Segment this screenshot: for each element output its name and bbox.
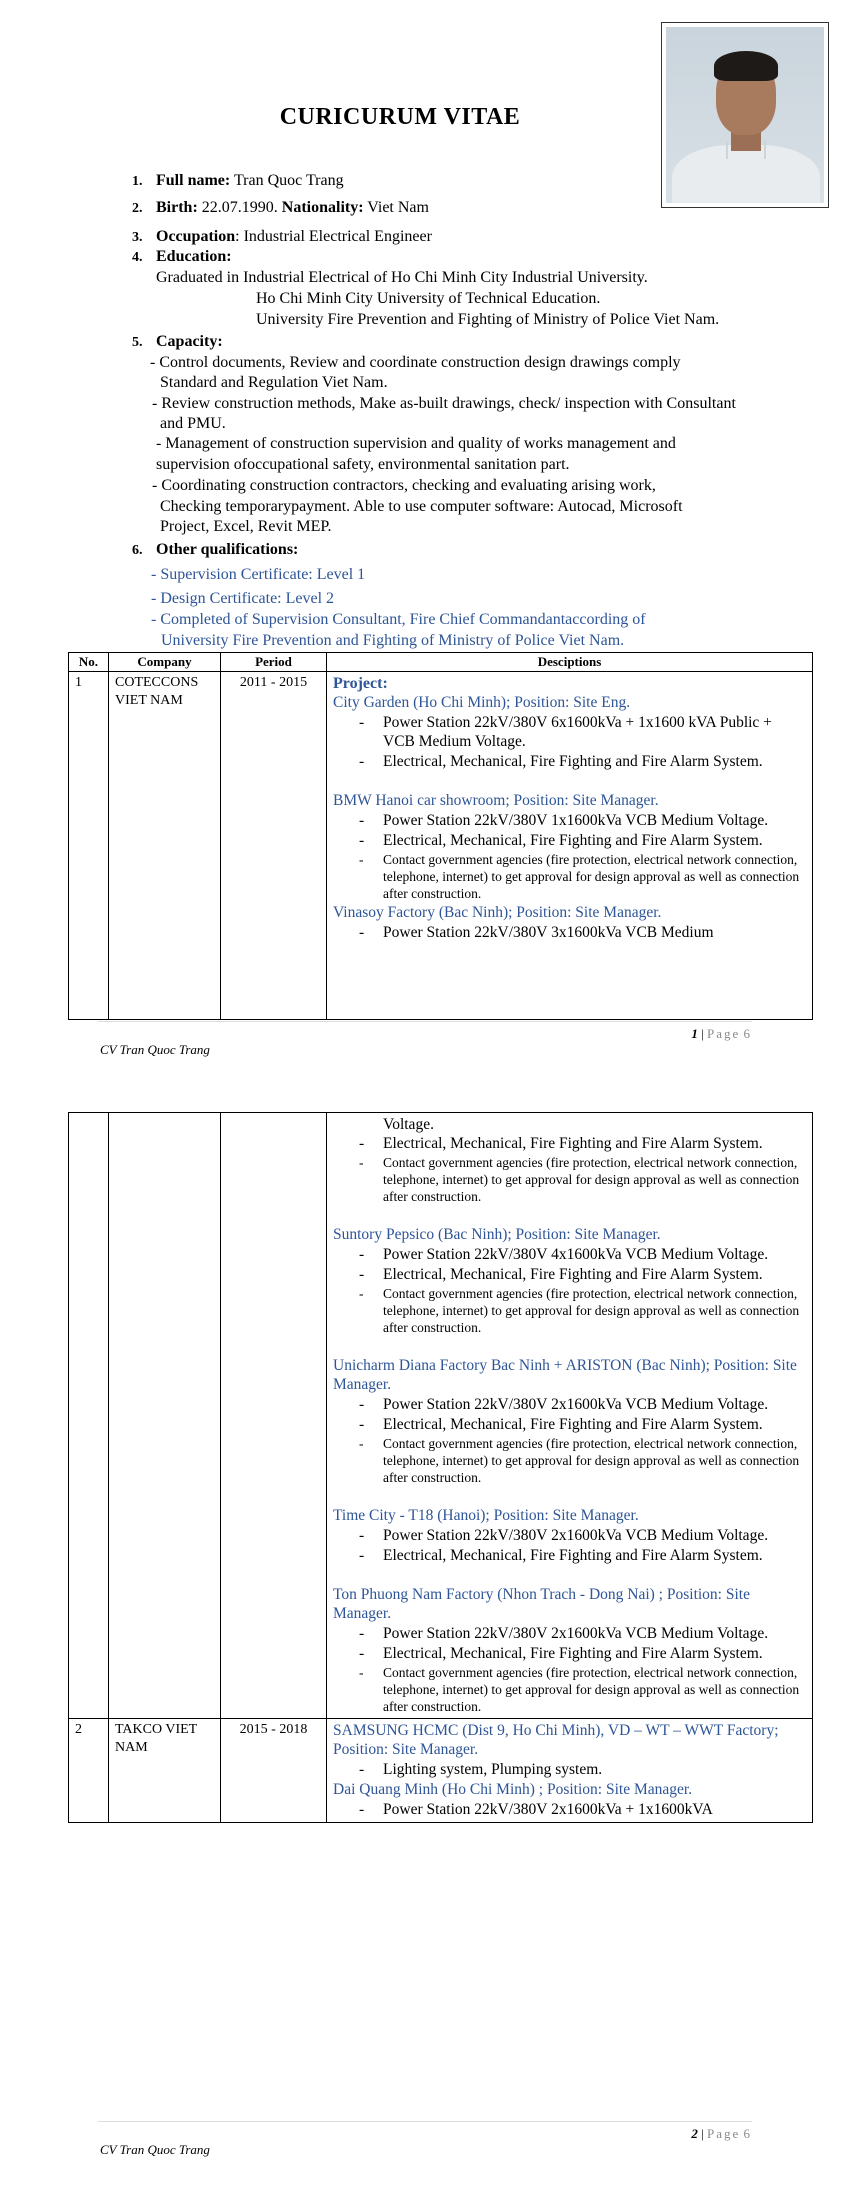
experience-table-continued xyxy=(68,1112,813,1823)
footer-divider xyxy=(98,2121,752,2122)
footer-name: CV Tran Quoc Trang xyxy=(100,2142,210,2157)
list-item: - Power Station 22kV/380V 2x1600kVa VCB Medium Voltage. xyxy=(359,1526,806,1545)
column-header-descriptions: Desciptions xyxy=(327,653,813,672)
list-item: - Electrical, Mechanical, Fire Fighting and Fire Alarm System. xyxy=(359,831,806,850)
capacity-line: - Management of construction supervision and quality of works management and xyxy=(156,435,676,452)
document-title: CURICURUM VITAE xyxy=(279,104,521,130)
capacity-line: Standard and Regulation Viet Nam. xyxy=(160,374,388,391)
project-title: Dai Quang Minh (Ho Chi Minh) ; Position: Site Manager. xyxy=(333,1781,693,1798)
list-item: - Electrical, Mechanical, Fire Fighting and Fire Alarm System. xyxy=(359,1644,806,1663)
footer-name: CV Tran Quoc Trang xyxy=(100,1042,210,1057)
full-name-line: 1. Full name: Tran Quoc Trang xyxy=(132,172,344,189)
list-item: - Contact government agencies (fire protection, electrical network connection, telephone, internet) to get approval for design approval as well as connection after construction. xyxy=(359,1285,806,1336)
table-row xyxy=(69,672,813,1020)
project-items xyxy=(333,713,806,771)
row-descriptions xyxy=(327,1113,813,1719)
project-title: BMW Hanoi car showroom; Position: Site Manager. xyxy=(333,792,659,809)
list-item: - Power Station 22kV/380V 3x1600kVa VCB Medium xyxy=(359,923,806,942)
list-item: - Power Station 22kV/380V 4x1600kVa VCB Medium Voltage. xyxy=(359,1245,806,1264)
project-items xyxy=(333,1395,806,1486)
list-item: - Contact government agencies (fire protection, electrical network connection, telephone, internet) to get approval for design approval as well as connection after construction. xyxy=(359,1154,806,1205)
row-company: TAKCO VIET NAM xyxy=(109,1719,221,1823)
row-company: COTECCONS VIET NAM xyxy=(109,672,221,1020)
capacity-line: and PMU. xyxy=(160,415,226,432)
project-items xyxy=(333,1760,806,1779)
education-item: University Fire Prevention and Fighting of Ministry of Police Viet Nam. xyxy=(256,311,720,328)
row-no: 1 xyxy=(69,672,109,1020)
list-item: - Contact government agencies (fire protection, electrical network connection, telephone, internet) to get approval for design approval as well as connection after construction. xyxy=(359,851,806,902)
project-title: Vinasoy Factory (Bac Ninh); Position: Site Manager. xyxy=(333,904,662,921)
list-item-continued: Voltage. xyxy=(383,1116,434,1133)
capacity-line: Checking temporarypayment. Able to use computer software: Autocad, Microsoft xyxy=(160,498,683,515)
row-descriptions xyxy=(327,672,813,1020)
project-title: City Garden (Ho Chi Minh); Position: Site Eng. xyxy=(333,694,631,711)
list-item: - Power Station 22kV/380V 1x1600kVa VCB Medium Voltage. xyxy=(359,811,806,830)
project-items xyxy=(333,1245,806,1336)
column-header-company: Company xyxy=(109,653,221,672)
project-items xyxy=(333,1526,806,1565)
list-item: - Electrical, Mechanical, Fire Fighting and Fire Alarm System. xyxy=(359,1415,806,1434)
qualification-item: - Design Certificate: Level 2 xyxy=(151,590,335,607)
table-header-row xyxy=(69,653,813,672)
education-heading: 4. Education: xyxy=(132,248,232,265)
experience-table xyxy=(68,652,813,1020)
project-title: Time City - T18 (Hanoi); Position: Site Manager. xyxy=(333,1507,639,1524)
birth-line: 2. Birth: 22.07.1990. Nationality: Viet Nam xyxy=(132,199,429,216)
other-qualifications-heading: 6. Other qualifications: xyxy=(132,541,299,558)
list-item: - Power Station 22kV/380V 2x1600kVa + 1x1600kVA xyxy=(359,1800,806,1819)
project-label: Project: xyxy=(333,675,388,692)
cv-page-2 xyxy=(0,1100,850,2200)
table-row xyxy=(69,1719,813,1823)
list-item: - Electrical, Mechanical, Fire Fighting and Fire Alarm System. xyxy=(359,1134,806,1153)
project-title: Ton Phuong Nam Factory (Nhon Trach - Dong Nai) ; Position: Site Manager. xyxy=(333,1586,750,1622)
row-period: 2011 - 2015 xyxy=(221,672,327,1020)
row-period xyxy=(221,1113,327,1719)
capacity-line: Project, Excel, Revit MEP. xyxy=(160,518,332,535)
project-title: Suntory Pepsico (Bac Ninh); Position: Site Manager. xyxy=(333,1226,661,1243)
row-period: 2015 - 2018 xyxy=(221,1719,327,1823)
qualification-item: University Fire Prevention and Fighting of Ministry of Police Viet Nam. xyxy=(161,632,625,649)
qualification-item: - Completed of Supervision Consultant, Fire Chief Commandantaccording of xyxy=(151,611,646,628)
column-header-period: Period xyxy=(221,653,327,672)
list-item: - Power Station 22kV/380V 2x1600kVa VCB Medium Voltage. xyxy=(359,1624,806,1643)
capacity-line: - Coordinating construction contractors, checking and evaluating arising work, xyxy=(152,477,656,494)
project-items xyxy=(333,1134,806,1205)
row-no xyxy=(69,1113,109,1719)
education-item: Graduated in Industrial Electrical of Ho Chi Minh City Industrial University. xyxy=(156,269,648,286)
page-number: 2 | Page 6 xyxy=(691,2126,752,2141)
list-item: - Power Station 22kV/380V 2x1600kVa VCB Medium Voltage. xyxy=(359,1395,806,1414)
project-title: SAMSUNG HCMC (Dist 9, Ho Chi Minh), VD – WT – WWT Factory; Position: Site Manager. xyxy=(333,1722,779,1758)
qualification-item: - Supervision Certificate: Level 1 xyxy=(151,566,366,583)
project-title: Unicharm Diana Factory Bac Ninh + ARISTON (Bac Ninh); Position: Site Manager. xyxy=(333,1357,797,1393)
capacity-line: - Control documents, Review and coordinate construction design drawings comply xyxy=(150,354,681,371)
list-item: - Contact government agencies (fire protection, electrical network connection, telephone, internet) to get approval for design approval as well as connection after construction. xyxy=(359,1664,806,1715)
row-no: 2 xyxy=(69,1719,109,1823)
project-items xyxy=(333,1624,806,1715)
list-item: - Electrical, Mechanical, Fire Fighting and Fire Alarm System. xyxy=(359,1546,806,1565)
list-item: - Lighting system, Plumping system. xyxy=(359,1760,806,1779)
column-header-no: No. xyxy=(69,653,109,672)
list-item: - Electrical, Mechanical, Fire Fighting and Fire Alarm System. xyxy=(359,1265,806,1284)
capacity-heading: 5. Capacity: xyxy=(132,333,223,350)
footer-divider xyxy=(98,1021,752,1022)
project-items xyxy=(333,923,806,942)
list-item: - Electrical, Mechanical, Fire Fighting and Fire Alarm System. xyxy=(359,752,806,771)
project-items xyxy=(333,811,806,902)
page-number: 1 | Page 6 xyxy=(691,1026,752,1041)
capacity-line: supervision ofoccupational safety, environmental sanitation part. xyxy=(156,456,570,473)
occupation-line: 3. Occupation: Industrial Electrical Engineer xyxy=(132,228,432,245)
row-descriptions xyxy=(327,1719,813,1823)
table-row xyxy=(69,1113,813,1719)
row-company xyxy=(109,1113,221,1719)
education-item: Ho Chi Minh City University of Technical Education. xyxy=(256,290,601,307)
list-item: - Power Station 22kV/380V 6x1600kVa + 1x1600 kVA Public + VCB Medium Voltage. xyxy=(359,713,806,751)
capacity-line: - Review construction methods, Make as-built drawings, check/ inspection with Consultant xyxy=(152,395,736,412)
list-item: - Contact government agencies (fire protection, electrical network connection, telephone, internet) to get approval for design approval as well as connection after construction. xyxy=(359,1435,806,1486)
project-items xyxy=(333,1800,806,1819)
